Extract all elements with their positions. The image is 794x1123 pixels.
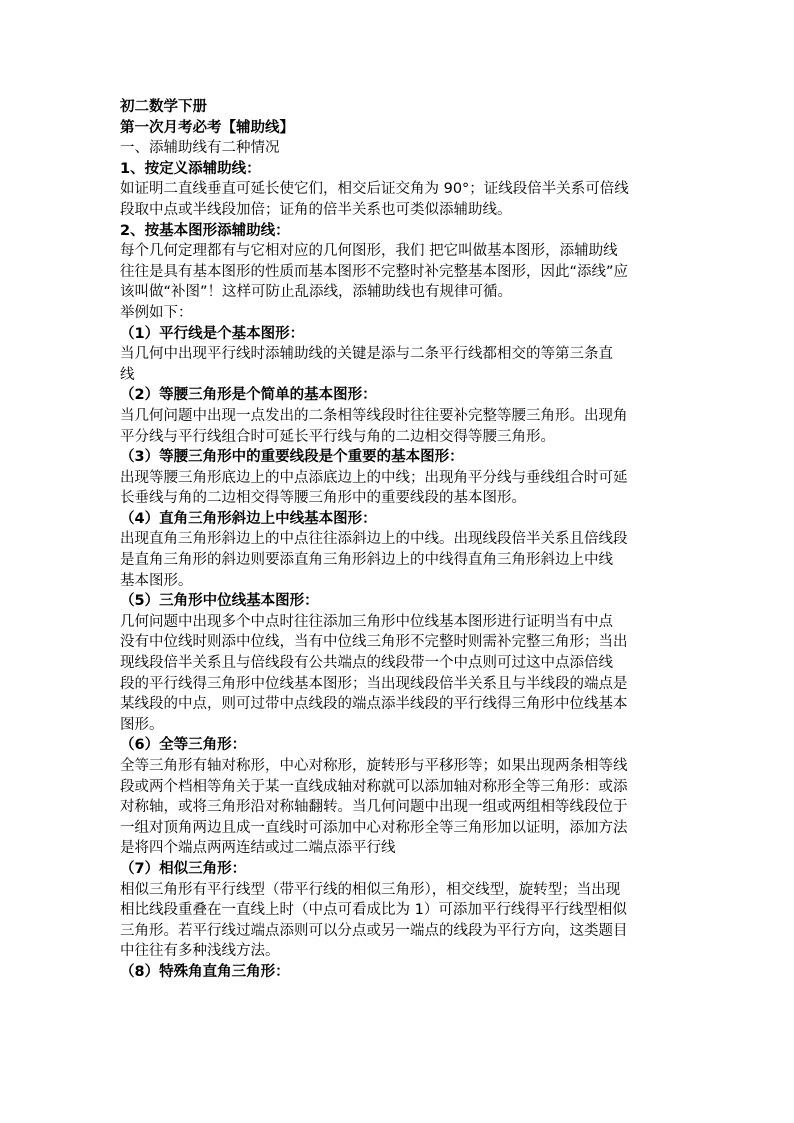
section-2-heading: 2、按基本图形添辅助线： <box>120 222 290 239</box>
item-text-line: 全等三角形有轴对称形，中心对称形，旋转形与平移形等；如果出现两条相等线 <box>120 758 628 774</box>
item-heading-parallel-lines: （1）平行线是个基本图形： <box>120 325 305 342</box>
item-text-line: 出现等腰三角形底边上的中点添底边上的中线；出现角平分线与垂线组合时可延 <box>120 469 628 486</box>
doc-title: 初二数学下册 <box>120 99 207 115</box>
intro-line: 一、添辅助线有二种情况 <box>120 140 280 157</box>
item-text-line: 段或两个档相等角关于某一直线成轴对称就可以添加轴对称形全等三角形：或添 <box>120 778 628 795</box>
section-2-text-line: 每个几何定理都有与它相对应的几何图形，我们 把它叫做基本图形，添辅助线 <box>120 243 618 260</box>
item-text-line: 几何问题中出现多个中点时往往添加三角形中位线基本图形进行证明当有中点 <box>120 613 613 630</box>
item-text-line: 图形。 <box>120 716 164 733</box>
item-text-line: 出现直角三角形斜边上的中点往往添斜边上的中线。出现线段倍半关系且倍线段 <box>120 531 628 548</box>
item-text-line: 当几何问题中出现一点发出的二条相等线段时往往要补完整等腰三角形。出现角 <box>120 407 628 424</box>
section-2-text-line: 往往是具有基本图形的性质而基本图形不完整时补完整基本图形，因此“添线”应 <box>120 263 629 280</box>
item-heading-special-right-triangle: （8）特殊角直角三角形： <box>120 963 290 980</box>
item-text-line: 没有中位线时则添中位线，当有中位线三角形不完整时则需补完整三角形；当出 <box>120 634 628 651</box>
item-heading-right-triangle-median: （4）直角三角形斜边上中线基本图形： <box>120 510 377 527</box>
item-text-line: 三角形。若平行线过端点添则可以分点或另一端点的线段为平行方向，这类题目 <box>120 922 628 939</box>
item-text-line: 是将四个端点两两连结或过二端点添平行线 <box>120 840 396 857</box>
item-text-line: 平分线与平行线组合时可延长平行线与角的二边相交得等腰三角形。 <box>120 428 555 445</box>
item-text-line: 段的平行线得三角形中位线基本图形；当出现线段倍半关系且与半线段的端点是 <box>120 675 628 692</box>
section-1-text-line: 段取中点或半线段加倍；证角的倍半关系也可类似添辅助线。 <box>120 201 512 218</box>
section-1-heading: 1、按定义添辅助线： <box>120 160 261 177</box>
item-heading-congruent-triangles: （6）全等三角形： <box>120 737 247 754</box>
item-heading-isosceles-segments: （3）等腰三角形中的重要线段是个重要的基本图形： <box>120 449 464 466</box>
examples-label: 举例如下： <box>120 304 193 321</box>
item-text-line: 线 <box>120 366 135 383</box>
document-page <box>120 97 680 983</box>
item-text-line: 相比线段重叠在一直线上时（中点可看成比为 1）可添加平行线得平行线型相似 <box>120 902 627 919</box>
item-heading-isosceles-triangle: （2）等腰三角形是个简单的基本图形： <box>120 387 377 404</box>
item-text-line: 一组对顶角两边且成一直线时可添加中心对称形全等三角形加以证明，添加方法 <box>120 819 628 836</box>
item-text-line: 基本图形。 <box>120 572 193 589</box>
item-text-line: 中往往有多种浅线方法。 <box>120 943 280 960</box>
item-text-line: 现线段倍半关系且与倍线段有公共端点的线段带一个中点则可过这中点添倍线 <box>120 655 613 672</box>
item-text-line: 某线段的中点，则可过带中点线段的端点添半线段的平行线得三角形中位线基本 <box>120 696 628 713</box>
item-text-line: 相似三角形有平行线型（带平行线的相似三角形），相交线型，旋转型；当出现 <box>120 881 621 898</box>
item-heading-midline: （5）三角形中位线基本图形： <box>120 593 319 610</box>
section-1-text-line: 如证明二直线垂直可延长使它们，相交后证交角为 90°；证线段倍半关系可倍线 <box>120 181 629 198</box>
item-text-line: 对称轴，或将三角形沿对称轴翻转。当几何问题中出现一组或两组相等线段位于 <box>120 799 628 816</box>
doc-subtitle: 第一次月考必考【辅助线】 <box>120 119 294 136</box>
item-text-line: 长垂线与角的二边相交得等腰三角形中的重要线段的基本图形。 <box>120 490 526 507</box>
item-heading-similar-triangles: （7）相似三角形： <box>120 860 247 877</box>
section-2-text-line: 该叫做“补图”！这样可防止乱添线，添辅助线也有规律可循。 <box>120 284 513 301</box>
item-text-line: 是直角三角形的斜边则要添直角三角形斜边上的中线得直角三角形斜边上中线 <box>120 552 613 569</box>
item-text-line: 当几何中出现平行线时添辅助线的关键是添与二条平行线都相交的等第三条直 <box>120 346 613 363</box>
